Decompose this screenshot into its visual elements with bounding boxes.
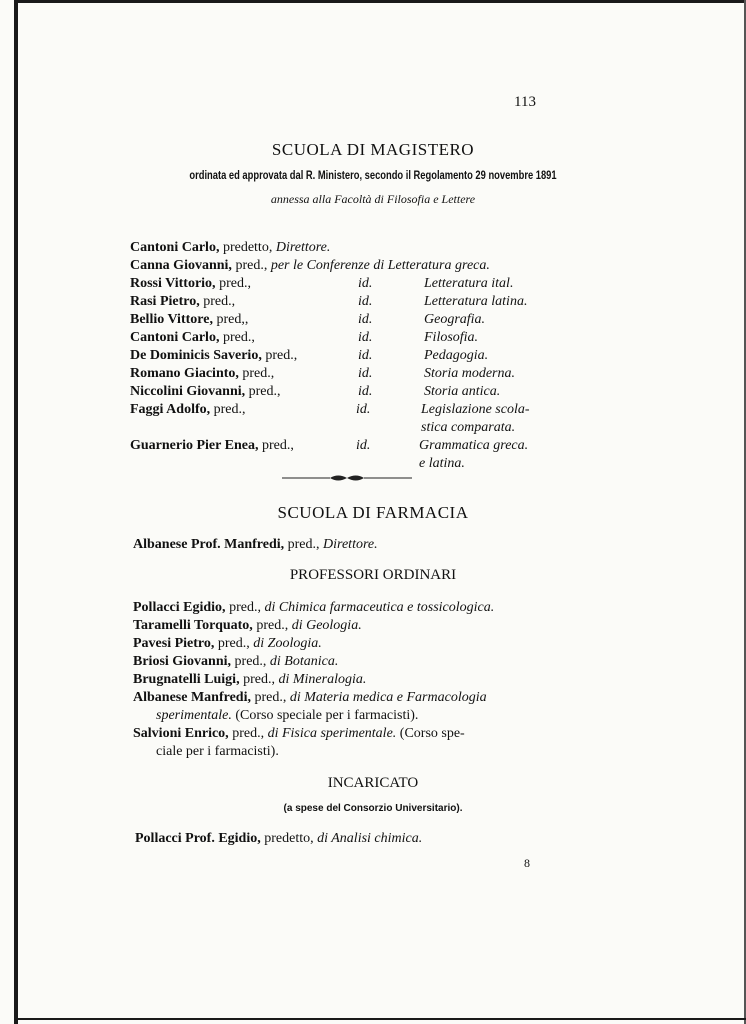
table-row — [130, 437, 294, 455]
table-row — [130, 383, 281, 401]
magistero-title: SCUOLA DI MAGISTERO — [271, 140, 475, 159]
person-role: predetto, — [260, 831, 318, 846]
ordinari-title: PROFESSORI ORDINARI — [289, 567, 457, 583]
farmacia-title: SCUOLA DI FARMACIA — [277, 503, 469, 522]
person-name: Cantoni Carlo, — [130, 240, 220, 255]
person-name: Pavesi Pietro, — [133, 636, 215, 651]
person-name: Guarnerio Pier Enea, — [130, 438, 259, 453]
subject-continuation: stica comparata. — [421, 420, 516, 435]
subject: di Analisi chimica. — [317, 831, 423, 846]
page-number: 113 — [514, 94, 536, 110]
subject: Grammatica greca. — [419, 438, 529, 453]
person-role: pred., — [219, 330, 255, 345]
table-row — [130, 293, 235, 311]
person-name: Rossi Vittorio, — [130, 276, 216, 291]
person-name: Bellio Vittore, — [130, 312, 213, 327]
person-role: pred., — [199, 294, 236, 309]
person-title: Direttore. — [323, 537, 378, 552]
list-item — [133, 725, 465, 743]
person-name: De Dominicis Saverio, — [130, 348, 262, 363]
person-name: Rasi Pietro, — [130, 294, 200, 309]
subject: di Geologia. — [291, 618, 362, 633]
course-note: (Corso spe- — [396, 726, 465, 741]
subject: Letteratura ital. — [424, 276, 514, 291]
person-role: pred., — [225, 600, 265, 615]
subject: di Mineralogia. — [278, 672, 367, 687]
course-note: (Corso speciale per i farmacisti). — [231, 708, 419, 723]
magistero-subtitle: ordinata ed approvata dal R. Ministero, secondo il Regolamento 29 novembre 1891 — [189, 168, 557, 182]
signature-mark: 8 — [524, 856, 530, 870]
incaricato-title: INCARICATO — [327, 775, 419, 791]
idem-marker: id. — [358, 384, 373, 399]
list-item-continuation — [156, 707, 418, 725]
idem-marker: id. — [356, 402, 371, 417]
list-item — [133, 689, 487, 707]
person-role: pred., — [284, 537, 324, 552]
subject: di Botanica. — [269, 654, 339, 669]
person-role: pred., — [252, 618, 292, 633]
list-item — [133, 671, 366, 689]
incaricato-note: (a spese del Consorzio Universitario). — [283, 803, 463, 814]
person-role: pred,, — [212, 312, 249, 327]
subject-continuation: e latina. — [419, 456, 465, 471]
subject: Legislazione scola- — [421, 402, 530, 417]
person-role: pred., — [215, 276, 251, 291]
table-row — [130, 401, 246, 419]
person-name: Pollacci Egidio, — [133, 600, 226, 615]
ornament-divider-icon — [282, 473, 412, 483]
person-name: Salvioni Enrico, — [133, 726, 229, 741]
idem-marker: id. — [358, 294, 373, 309]
list-item — [133, 653, 338, 671]
subject: Pedagogia. — [424, 348, 489, 363]
farmacia-director-line — [133, 536, 378, 554]
person-role: pred., — [228, 726, 268, 741]
subject: Storia antica. — [424, 384, 501, 399]
table-row — [130, 347, 297, 365]
person-title: Direttore. — [275, 240, 331, 255]
subject: di Materia medica e Farmacologia — [289, 690, 487, 705]
magistero-faculty-note: annessa alla Facoltà di Filosofia e Lettere — [270, 192, 476, 206]
magistero-director-line — [130, 239, 330, 257]
person-name: Niccolini Giovanni, — [130, 384, 246, 399]
person-name: Romano Giacinto, — [130, 366, 239, 381]
scan-border-bottom — [14, 1018, 746, 1020]
table-row — [130, 275, 251, 293]
person-role: pred., — [214, 636, 254, 651]
table-row — [130, 311, 248, 329]
idem-marker: id. — [358, 366, 373, 381]
list-item — [133, 635, 322, 653]
idem-marker: id. — [358, 312, 373, 327]
person-name: Albanese Prof. Manfredi, — [133, 537, 285, 552]
person-name: Albanese Manfredi, — [133, 690, 251, 705]
subject: di Zoologia. — [253, 636, 322, 651]
person-role: pred., — [239, 672, 279, 687]
subject: di Chimica farmaceutica e tossicologica. — [264, 600, 495, 615]
person-name: Pollacci Prof. Egidio, — [135, 831, 261, 846]
person-role: pred., — [245, 384, 281, 399]
person-role: pred., — [258, 438, 294, 453]
subject-continuation: sperimentale. — [156, 708, 232, 723]
person-name: Canna Giovanni, — [130, 258, 232, 273]
subject: di Fisica sperimentale. — [267, 726, 397, 741]
person-name: Brugnatelli Luigi, — [133, 672, 240, 687]
person-role: pred., — [238, 366, 275, 381]
person-role: pred., — [210, 402, 246, 417]
table-row — [130, 365, 274, 383]
person-title: per le Conferenze di Letteratura greca. — [270, 258, 490, 273]
idem-marker: id. — [358, 330, 373, 345]
person-name: Taramelli Torquato, — [133, 618, 253, 633]
table-row — [130, 329, 255, 347]
idem-marker: id. — [358, 276, 373, 291]
person-name: Faggi Adolfo, — [130, 402, 211, 417]
list-item-continuation: ciale per i farmacisti). — [156, 744, 279, 759]
person-name: Briosi Giovanni, — [133, 654, 232, 669]
person-role: pred., — [250, 690, 290, 705]
idem-marker: id. — [356, 438, 371, 453]
person-role: predetto, — [219, 240, 276, 255]
list-item — [133, 599, 494, 617]
subject: Storia moderna. — [424, 366, 515, 381]
person-name: Cantoni Carlo, — [130, 330, 220, 345]
magistero-subtitle-wrap — [0, 168, 746, 182]
scan-border-top — [14, 0, 746, 3]
list-item — [133, 617, 362, 635]
incaricato-line — [135, 830, 422, 848]
idem-marker: id. — [358, 348, 373, 363]
subject: Filosofia. — [424, 330, 479, 345]
person-role: pred., — [231, 654, 270, 669]
subject: Geografia. — [424, 312, 486, 327]
magistero-canna-line — [130, 257, 490, 275]
subject: Letteratura latina. — [424, 294, 528, 309]
person-role: pred., — [261, 348, 298, 363]
person-role: pred., — [231, 258, 271, 273]
